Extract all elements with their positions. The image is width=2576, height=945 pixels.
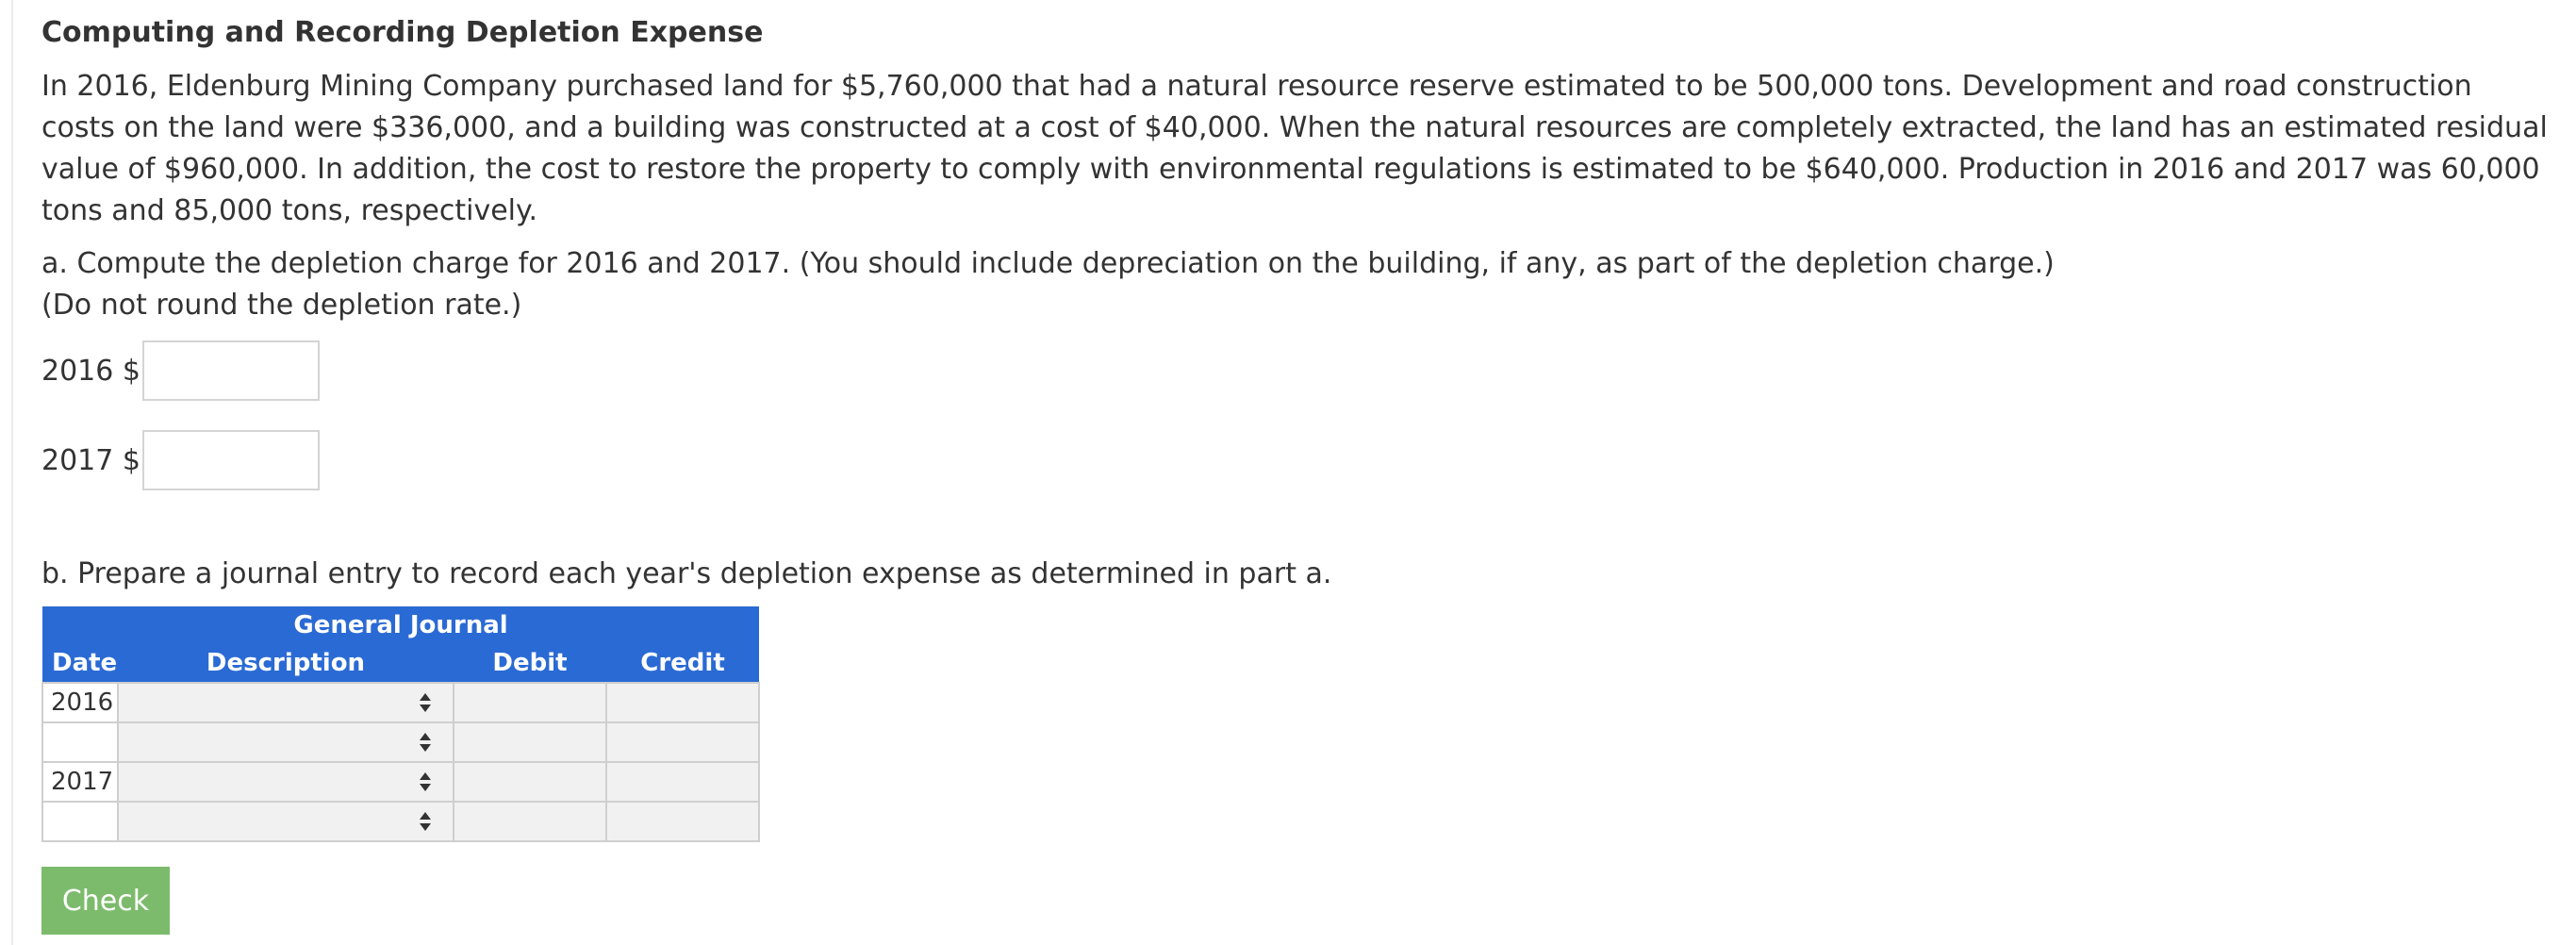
answer-row-2017 xyxy=(41,427,2559,493)
credit-input-cell[interactable] xyxy=(606,683,759,722)
description-select[interactable] xyxy=(118,722,454,762)
page-left-rule xyxy=(11,0,13,945)
credit-input-cell[interactable] xyxy=(606,762,759,802)
up-down-chevron-icon xyxy=(419,732,432,753)
description-select[interactable] xyxy=(118,802,454,841)
credit-input-cell[interactable] xyxy=(606,802,759,841)
debit-input-cell[interactable] xyxy=(454,762,606,802)
part-a-prompt xyxy=(41,243,2559,326)
table-row xyxy=(42,683,759,722)
credit-input-cell[interactable] xyxy=(606,722,759,762)
table-row xyxy=(42,802,759,841)
part-a-note: (Do not round the depletion rate.) xyxy=(41,289,522,322)
description-select[interactable] xyxy=(118,683,454,722)
journal-date-cell xyxy=(42,802,118,841)
up-down-chevron-icon xyxy=(419,692,432,713)
answer-label-2016: 2016 $ xyxy=(41,354,140,388)
question-title: Computing and Recording Depletion Expense xyxy=(41,16,764,49)
table-row xyxy=(42,722,759,762)
part-a-instruction: a. Compute the depletion charge for 2016 and 2017. (You should include depreciation on the building, if any, as part of the depletion charge.) xyxy=(41,247,2055,280)
table-row xyxy=(42,762,759,802)
depletion-2017-input[interactable] xyxy=(142,430,320,490)
general-journal-table xyxy=(41,606,760,842)
depletion-2016-input[interactable] xyxy=(142,340,320,401)
debit-input-cell[interactable] xyxy=(454,722,606,762)
column-header-credit: Credit xyxy=(606,644,759,683)
journal-date-cell xyxy=(42,722,118,762)
journal-date-cell: 2017 xyxy=(42,762,118,802)
question-panel xyxy=(41,9,2559,935)
debit-input-cell[interactable] xyxy=(454,802,606,841)
column-header-date: Date xyxy=(42,644,118,683)
journal-date-cell: 2016 xyxy=(42,683,118,722)
answer-label-2017: 2017 $ xyxy=(41,443,140,477)
up-down-chevron-icon xyxy=(419,771,432,792)
debit-input-cell[interactable] xyxy=(454,683,606,722)
description-select[interactable] xyxy=(118,762,454,802)
problem-statement: In 2016, Eldenburg Mining Company purchased land for $5,760,000 that had a natural resource reserve estimated to be 500,000 tons. Development and road construction costs on the land were $336,000, and a building was constructed at a cost of $40,000. When the natural resources are completely extracted, the land has an estimated residual value of $960,000. In addition, the cost to restore the property to comply with environmental regulations is estimated to be $640,000. Production in 2016 and 2017 was 60,000 tons and 85,000 tons, respectively. xyxy=(41,70,2548,227)
column-header-description: Description xyxy=(118,644,454,683)
up-down-chevron-icon xyxy=(419,811,432,832)
answer-row-2016 xyxy=(41,338,2559,404)
column-header-debit: Debit xyxy=(454,644,606,683)
journal-title: General Journal xyxy=(42,606,759,644)
part-b-instruction: b. Prepare a journal entry to record each year's depletion expense as determined in part a. xyxy=(41,557,1332,590)
check-button[interactable]: Check xyxy=(41,867,170,935)
